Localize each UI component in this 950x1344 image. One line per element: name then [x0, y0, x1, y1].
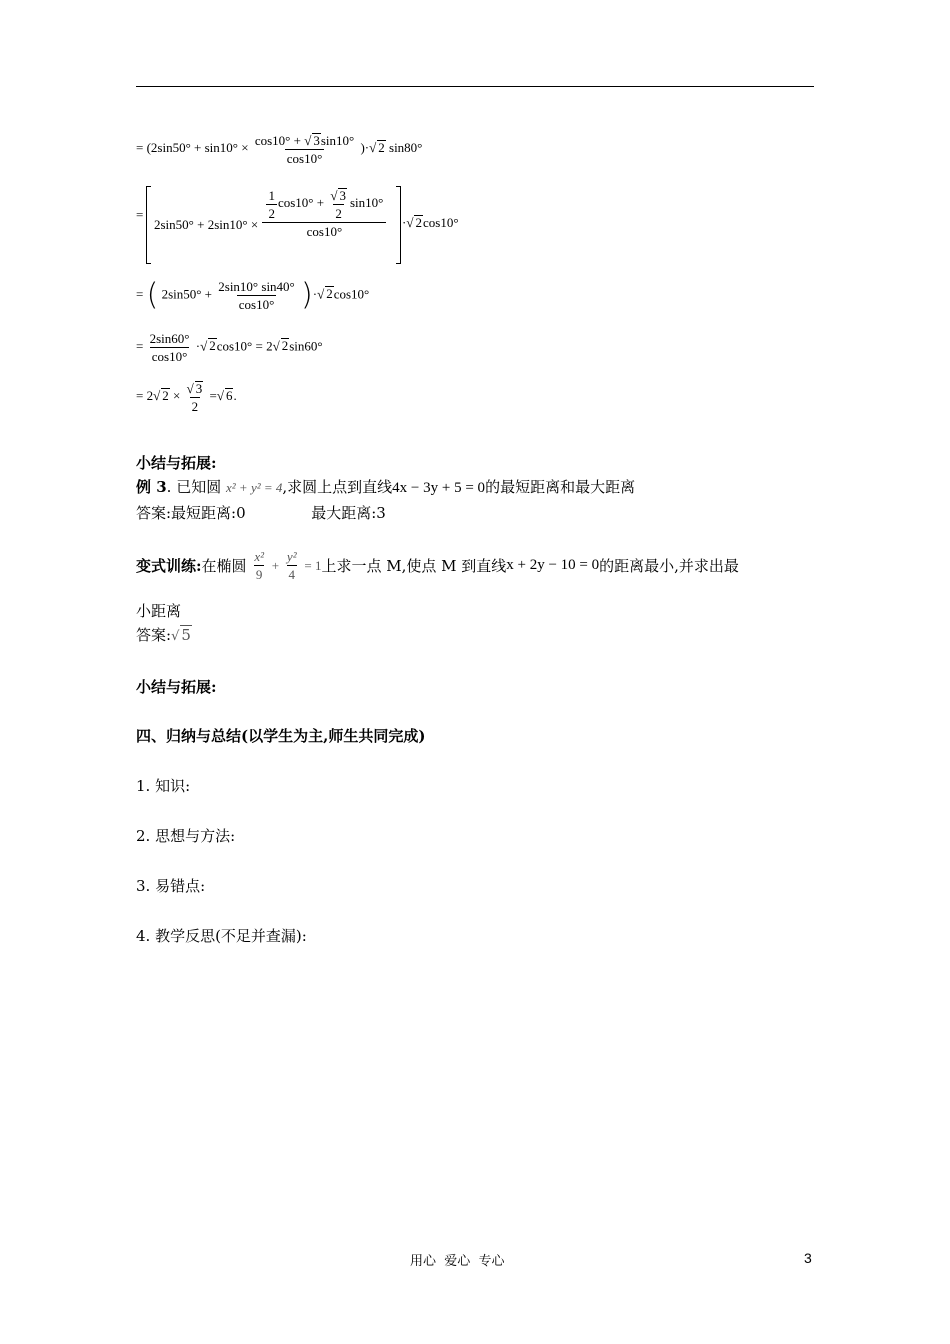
example-3: 例 3. 已知圆 x² + y² = 4,求圆上点到直线4x − 3y + 5 = 0的最短距离和最大距离: [136, 478, 636, 496]
header-rule: [136, 86, 814, 87]
item-pitfalls: 3. 易错点:: [136, 877, 206, 895]
answer-2: 答案:√ 5: [136, 626, 191, 644]
right-bracket: [396, 186, 401, 264]
derivation-eq-2: =: [136, 207, 144, 222]
variant-training: 变式训练:在椭圆 $\frac{\text{x²}}{9}$ + $\frac{\text{y²}}{4}$ = 1上求一点 M,使点 M 到直线x + 2y − 10 = 0的距离最小,并求出最: [136, 549, 739, 582]
derivation-line-4: = $\frac{2\sin 60^\circ}{\cos 10^\circ}$ ·√ 2cos10° = 2√ 2sin60°: [136, 331, 323, 364]
page-number: 3: [804, 1250, 812, 1266]
summary-heading-2: 小结与拓展:: [136, 678, 217, 696]
item-methods: 2. 思想与方法:: [136, 827, 236, 845]
item-reflection: 4. 教学反思(不足并查漏):: [136, 927, 307, 945]
left-bracket: [146, 186, 151, 264]
derivation-line-2: 2sin50° + 2sin10° × $\frac{1}{2}$ cos10° + $\frac{√ 3}{2}$ sin10° cos10°: [154, 188, 387, 238]
variant-training-cont: 小距离: [136, 602, 182, 620]
derivation-line-5: = 2√ 2 × $\frac{√ 3}{2}$ =√ 6.: [136, 381, 237, 414]
section-4-title: 四、归纳与总结(以学生为主,师生共同完成): [136, 727, 426, 745]
derivation-line-2-tail: ·√ 2cos10°: [402, 215, 459, 230]
derivation-line-3: = ( 2sin50° + $\frac{2\sin 10^\circ \sin 40^\circ}{\cos 10^\circ}$ )·√ 2cos10°: [136, 277, 370, 313]
summary-heading-1: 小结与拓展:: [136, 454, 217, 472]
item-knowledge: 1. 知识:: [136, 777, 191, 795]
derivation-line-1: = (2sin50° + sin10° × $\frac{\cos 10^\circ + √ 3\sin 10^\circ}{\cos 10^\circ}$ )·√ 2 sin80°: [136, 133, 423, 166]
answer-1: 答案:最短距离:0 最大距离:3: [136, 504, 386, 522]
footer-motto: 用心 爱心 专心: [410, 1254, 505, 1269]
